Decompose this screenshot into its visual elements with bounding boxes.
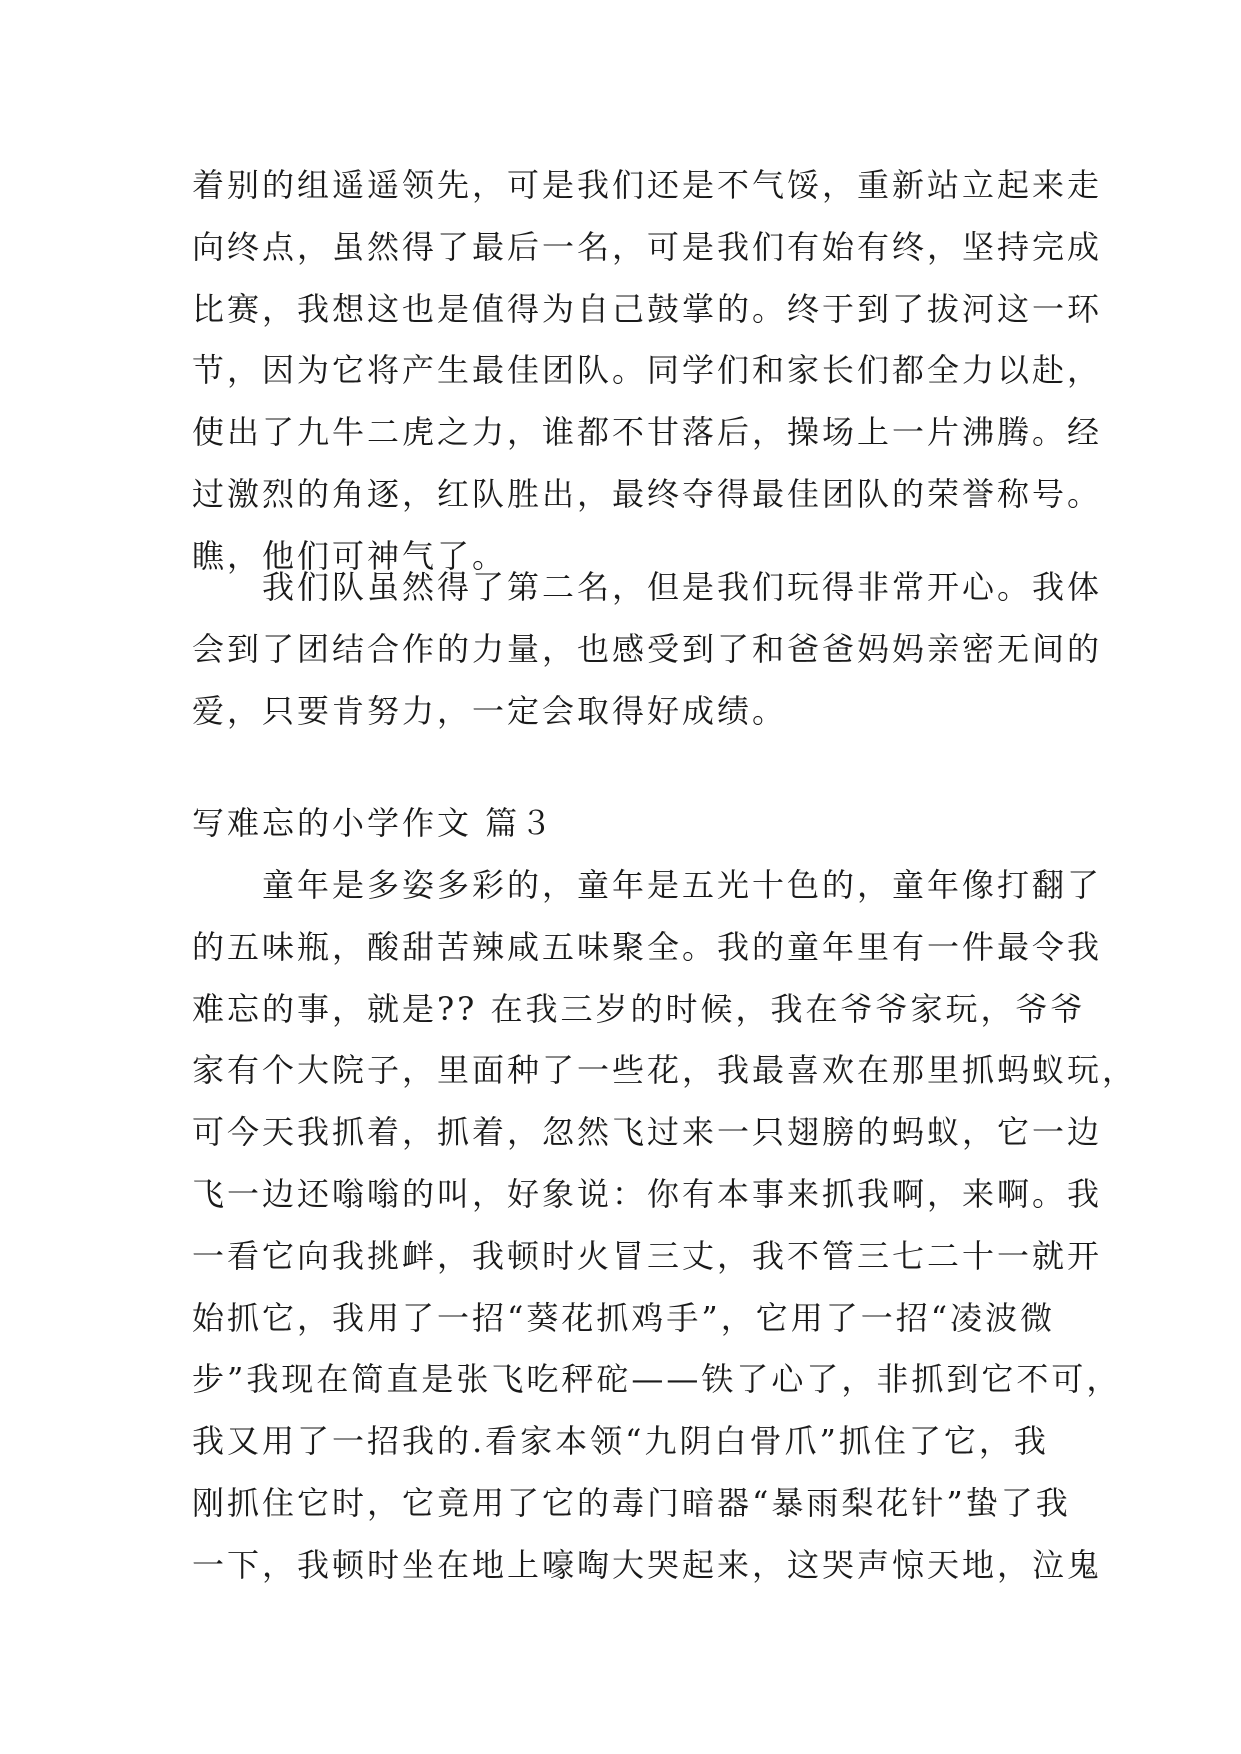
- text-line: 始抓它，我用了一招“葵花抓鸡手”，它用了一招“凌波微: [192, 1298, 1056, 1337]
- text-line: 可今天我抓着，抓着，忽然飞过来一只翅膀的蚂蚁，它一边: [192, 1113, 1103, 1152]
- text-line: 爱，只要肯努力，一定会取得好成绩。: [192, 691, 788, 730]
- text-line: 会到了团结合作的力量，也感受到了和爸爸妈妈亲密无间的: [192, 629, 1103, 668]
- text-line: 的五味瓶，酸甜苦辣咸五味聚全。我的童年里有一件最令我: [192, 927, 1103, 966]
- text-line: 瞧，他们可神气了。: [192, 536, 508, 575]
- text-line: 飞一边还嗡嗡的叫，好象说：你有本事来抓我啊，来啊。我: [192, 1174, 1103, 1213]
- text-line: 我又用了一招我的.看家本领“九阴白骨爪”抓住了它，我: [192, 1422, 1049, 1461]
- text-line: 比赛，我想这也是值得为自己鼓掌的。终于到了拔河这一环: [192, 289, 1103, 328]
- paragraph-2: [192, 557, 1103, 742]
- section-heading-text: 写难忘的小学作文 篇３: [192, 804, 556, 842]
- text-line: 节，因为它将产生最佳团队。同学们和家长们都全力以赴，: [192, 351, 1103, 390]
- paragraph-1: [192, 155, 1103, 588]
- text-line: 使出了九牛二虎之力，谁都不甘落后，操场上一片沸腾。经: [192, 413, 1103, 452]
- paragraph-3: [192, 855, 1138, 1597]
- text-line: 着别的组遥遥领先，可是我们还是不气馁，重新站立起来走: [192, 166, 1103, 204]
- text-line: 难忘的事，就是?? 在我三岁的时候，我在爷爷家玩，爷爷: [192, 989, 1086, 1028]
- text-line: 过激烈的角逐，红队胜出，最终夺得最佳团队的荣誉称号。: [192, 474, 1103, 513]
- text-line: 步”我现在简直是张飞吃秤砣——铁了心了，非抓到它不可，: [192, 1360, 1122, 1399]
- text-line: 向终点，虽然得了最后一名，可是我们有始有终，坚持完成: [192, 227, 1103, 266]
- section-heading: [192, 793, 1072, 855]
- text-line: 我们队虽然得了第二名，但是我们玩得非常开心。我体: [192, 568, 1103, 606]
- text-line: 家有个大院子，里面种了一些花，我最喜欢在那里抓蚂蚁玩，: [192, 1051, 1138, 1090]
- text-line: 一看它向我挑衅，我顿时火冒三丈，我不管三七二十一就开: [192, 1236, 1103, 1275]
- text-line: 一下，我顿时坐在地上嚎啕大哭起来，这哭声惊天地，泣鬼: [192, 1545, 1103, 1584]
- text-line: 童年是多姿多彩的，童年是五光十色的，童年像打翻了: [192, 866, 1103, 904]
- text-line: 刚抓住它时，它竟用了它的毒门暗器“暴雨梨花针”蛰了我: [192, 1483, 1071, 1522]
